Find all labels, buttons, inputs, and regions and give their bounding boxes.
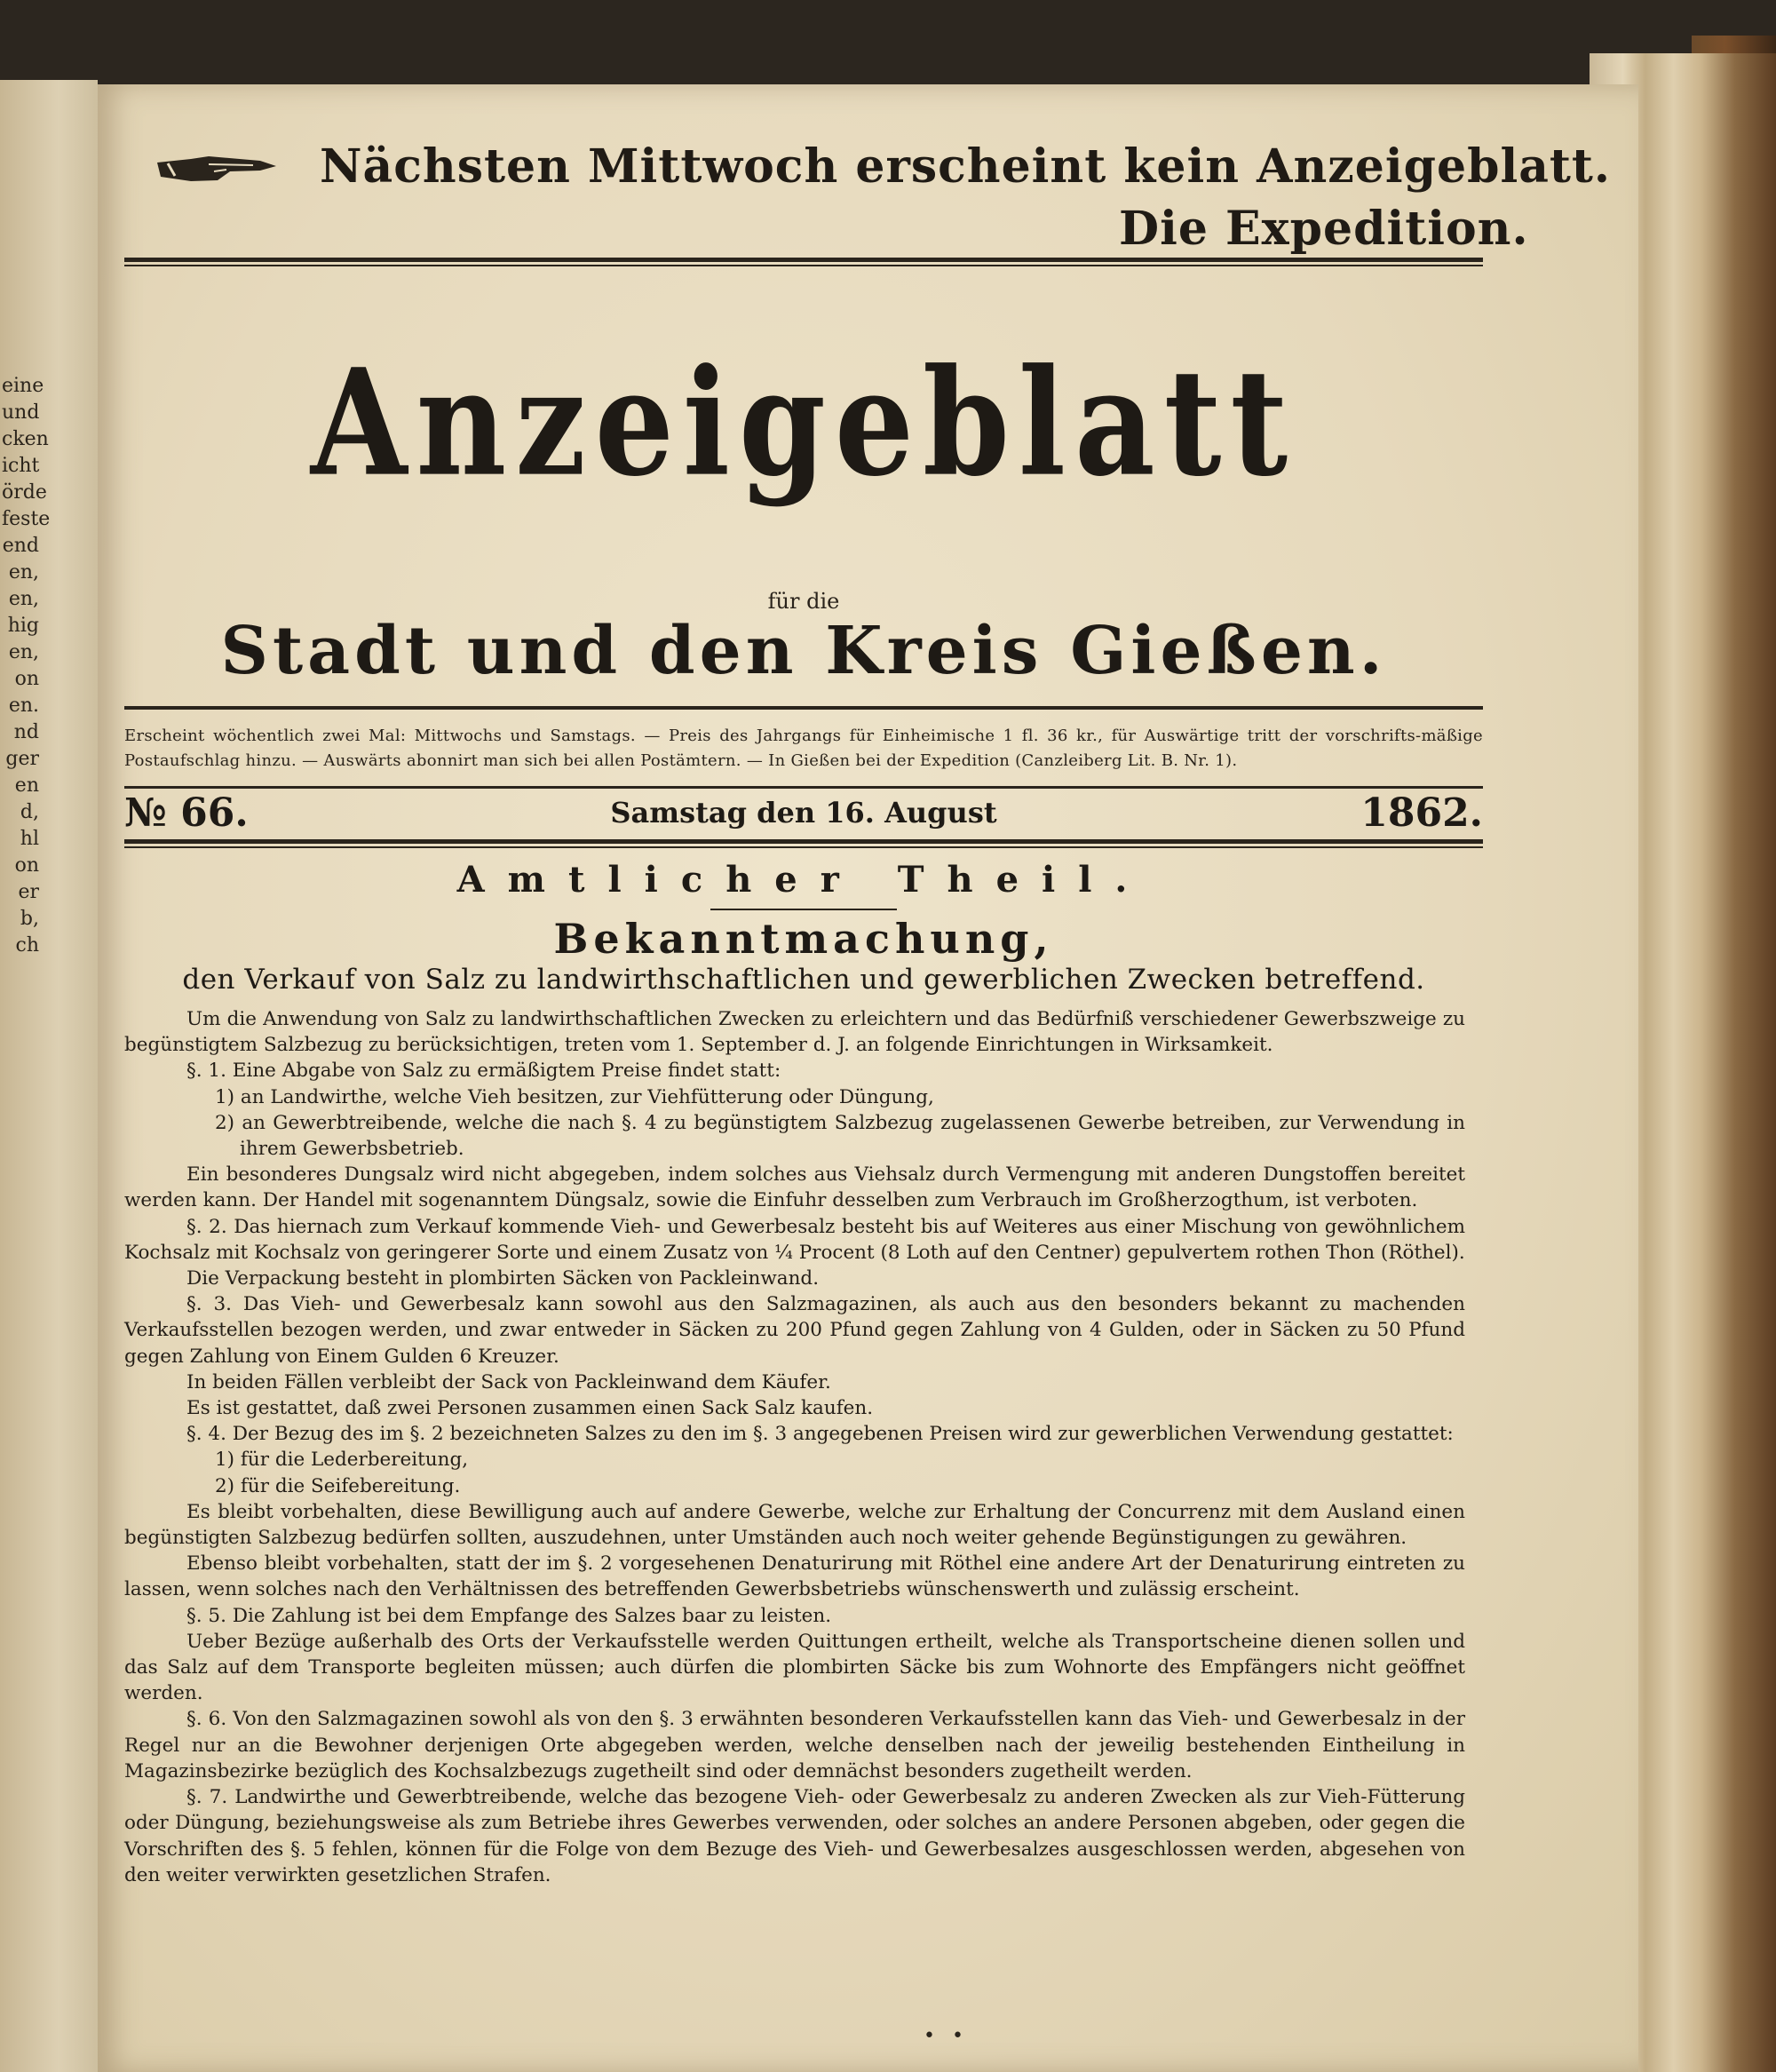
announcement-title: Bekanntmachung, (553, 915, 1054, 963)
notice-signature: Die Expedition. (1119, 202, 1529, 256)
fragment: d, (20, 801, 39, 823)
fragment: eine (2, 375, 44, 397)
paragraph: §. 7. Landwirthe und Gewerbtreibende, welche das bezogene Vieh- oder Gewerbesalz zu anderen Zwecken als zur Vieh-Fütterung oder Düngung, beziehungsweise als zum Betriebe ihres Gewerbes verwenden, oder solches an andere Personen abgeben, oder gegen die Vorschriften des §. 5 fehlen, können für die Folge von dem Bezuge des Vieh- und Gewerbesalzes ausgeschlossen werden, abgesehen von den weiter verwirkten gesetzlichen Strafen. (124, 1786, 1465, 1886)
issue-date: Samstag den 16. August (610, 796, 997, 830)
issue-line (124, 790, 1483, 844)
ink-specks: • • (924, 2025, 969, 2047)
double-rule (124, 258, 1483, 262)
fragment: cken (2, 428, 49, 450)
newspaper-page (98, 84, 1638, 2072)
paragraph: Die Verpackung besteht in plombirten Säcken von Packleinwand. (186, 1267, 820, 1290)
list-item: 2) an Gewerbtreibende, welche die nach §. 4 zu begünstigtem Salzbezug zugelassenen Gewerbe betreiben, zur Verwendung in ihrem Gewerbsbetrieb. (215, 1111, 1465, 1161)
paragraph: §. 2. Das hiernach zum Verkauf kommende Vieh- und Gewerbesalz besteht bis auf Weiteres aus einer Mischung von gewöhnlichem Kochsalz mit Kochsalz von geringerer Sorte und einem Zusatz von ¼ Procent (8 Loth auf den Centner) gepulvertem rothen Thon (Röthel). (124, 1215, 1465, 1264)
info-rule (124, 786, 1483, 789)
issue-year: 1862. (1360, 790, 1483, 836)
issue-rule (124, 839, 1483, 844)
fragment: hl (20, 828, 39, 850)
paragraph: Ebenso bleibt vorbehalten, statt der im §. 2 vorgesehenen Denaturirung mit Röthel eine andere Art der Denaturirung eintreten zu lassen, wenn solches nach den Verhältnissen des betreffenden Gewerbsbetriebs wünschenswerth und zulässig erscheint. (124, 1552, 1465, 1601)
publication-info: Erscheint wöchentlich zwei Mal: Mittwochs und Samstags. — Preis des Jahrgangs für Einheimische 1 fl. 36 kr., für Auswärtige tritt der vorschrifts-mäßige Postaufschlag hinzu. — Auswärts abonnirt man sich bei allen Postämtern. — In Gießen bei der Expedition (Canzleiberg Lit. B. Nr. 1). (124, 726, 1483, 770)
issue-rule-thin (124, 846, 1483, 848)
paragraph: Ueber Bezüge außerhalb des Orts der Verkaufsstelle werden Quittungen ertheilt, welche als Transportscheine dienen sollen und das Salz auf dem Transporte begleiten müssen; auch dürfen die plombirten Säcke bis zum Wohnorte des Empfängers nicht geöffnet werden. (124, 1630, 1465, 1705)
fragment: en, (8, 588, 39, 610)
fragment: ch (15, 934, 39, 957)
fragment: en. (8, 695, 39, 717)
fragment: b, (20, 908, 39, 930)
paragraph: §. 5. Die Zahlung ist bei dem Empfange des Salzes baar zu leisten. (186, 1604, 832, 1627)
previous-page-edge (0, 80, 98, 2072)
fragment: en, (8, 561, 39, 583)
announcement-subtitle: den Verkauf von Salz zu landwirthschaftlichen und gewerblichen Zwecken betreffend. (182, 964, 1425, 996)
fragment: end (2, 535, 39, 557)
masthead-subtitle: Stadt und den Kreis Gießen. (220, 613, 1387, 689)
pointing-hand-icon (155, 154, 280, 184)
fragment: en, (8, 641, 39, 663)
notice-text: Nächsten Mittwoch erscheint kein Anzeigeblatt. (320, 139, 1612, 194)
fragment: on (14, 854, 39, 877)
fragment: icht (2, 455, 40, 477)
list-item: 1) an Landwirthe, welche Vieh besitzen, zur Viehfütterung oder Düngung, (215, 1085, 934, 1108)
paragraph: §. 6. Von den Salzmagazinen sowohl als von den §. 3 erwähnten besonderen Verkaufsstellen kann das Vieh- und Gewerbesalz in der Regel nur an die Bewohner derjenigen Orte abgegeben werden, welche denselben nach der jeweilig bestehenden Eintheilung in Magazinsbezirke bezüglich des Kochsalzbezugs zugetheilt sind oder demnächst besonders zugetheilt werden. (124, 1708, 1465, 1782)
masthead-rule (124, 706, 1483, 710)
double-rule-thin (124, 265, 1483, 266)
section-title: Amtlicher Theil. (456, 859, 1151, 901)
paragraph: Es bleibt vorbehalten, diese Bewilligung auch auf andere Gewerbe, welche zur Erhaltung der Concurrenz mit dem Ausland einen begünstigten Salzbezug bedürfen sollten, auszudehnen, unter Umständen auch noch weiter gehende Begünstigungen zu gewähren. (124, 1500, 1465, 1550)
fragment: nd (13, 721, 39, 743)
fragment: feste (2, 508, 51, 530)
fragment: er (18, 881, 39, 903)
masthead-fuer-die: für die (767, 589, 840, 614)
list-item: 2) für die Seifebereitung. (215, 1474, 461, 1497)
paragraph: Es ist gestattet, daß zwei Personen zusammen einen Sack Salz kaufen. (186, 1397, 874, 1420)
paragraph: §. 4. Der Bezug des im §. 2 bezeichneten Salzes zu den im §. 3 angegebenen Preisen wird zur gewerblichen Verwendung gestattet: (186, 1423, 1454, 1446)
fragment: und (2, 401, 40, 424)
fragment: hig (7, 615, 39, 637)
fragment: en (14, 774, 39, 797)
list-item: 1) für die Lederbereitung, (215, 1449, 469, 1472)
issue-number: № 66. (124, 790, 249, 836)
fragment: örde (2, 481, 47, 504)
paragraph: In beiden Fällen verbleibt der Sack von Packleinwand dem Käufer. (186, 1370, 831, 1393)
paragraph: Um die Anwendung von Salz zu landwirthschaftlichen Zwecken zu erleichtern und das Bedürfniß verschiedener Gewerbszweige zu begünstigtem Salzbezug zu berücksichtigen, treten vom 1. September d. J. an folgende Einrichtungen in Wirksamkeit. (124, 1008, 1465, 1057)
masthead-title: Anzeigeblatt (310, 337, 1297, 510)
fragment: ger (5, 748, 39, 770)
section-underline (710, 909, 897, 910)
paragraph: Ein besonderes Dungsalz wird nicht abgegeben, indem solches aus Viehsalz durch Vermengung mit anderen Dungstoffen bereitet werden kann. Der Handel mit sogenanntem Düngsalz, sowie die Einfuhr desselben zum Verbrauch im Großherzogthum, ist verboten. (124, 1163, 1465, 1212)
fragment: on (14, 668, 39, 690)
previous-page-fragments (2, 373, 91, 959)
paragraph: §. 1. Eine Abgabe von Salz zu ermäßigtem Preise findet statt: (186, 1060, 781, 1083)
announcement-body (124, 1006, 1465, 1888)
paragraph: §. 3. Das Vieh- und Gewerbesalz kann sowohl aus den Salzmagazinen, als auch aus den besonders bekannt zu machenden Verkaufsstellen bezogen werden, und zwar entweder in Säcken zu 200 Pfund gegen Zahlung von 4 Gulden, oder in Säcken zu 50 Pfund gegen Zahlung von Einem Gulden 6 Kreuzer. (124, 1293, 1465, 1368)
